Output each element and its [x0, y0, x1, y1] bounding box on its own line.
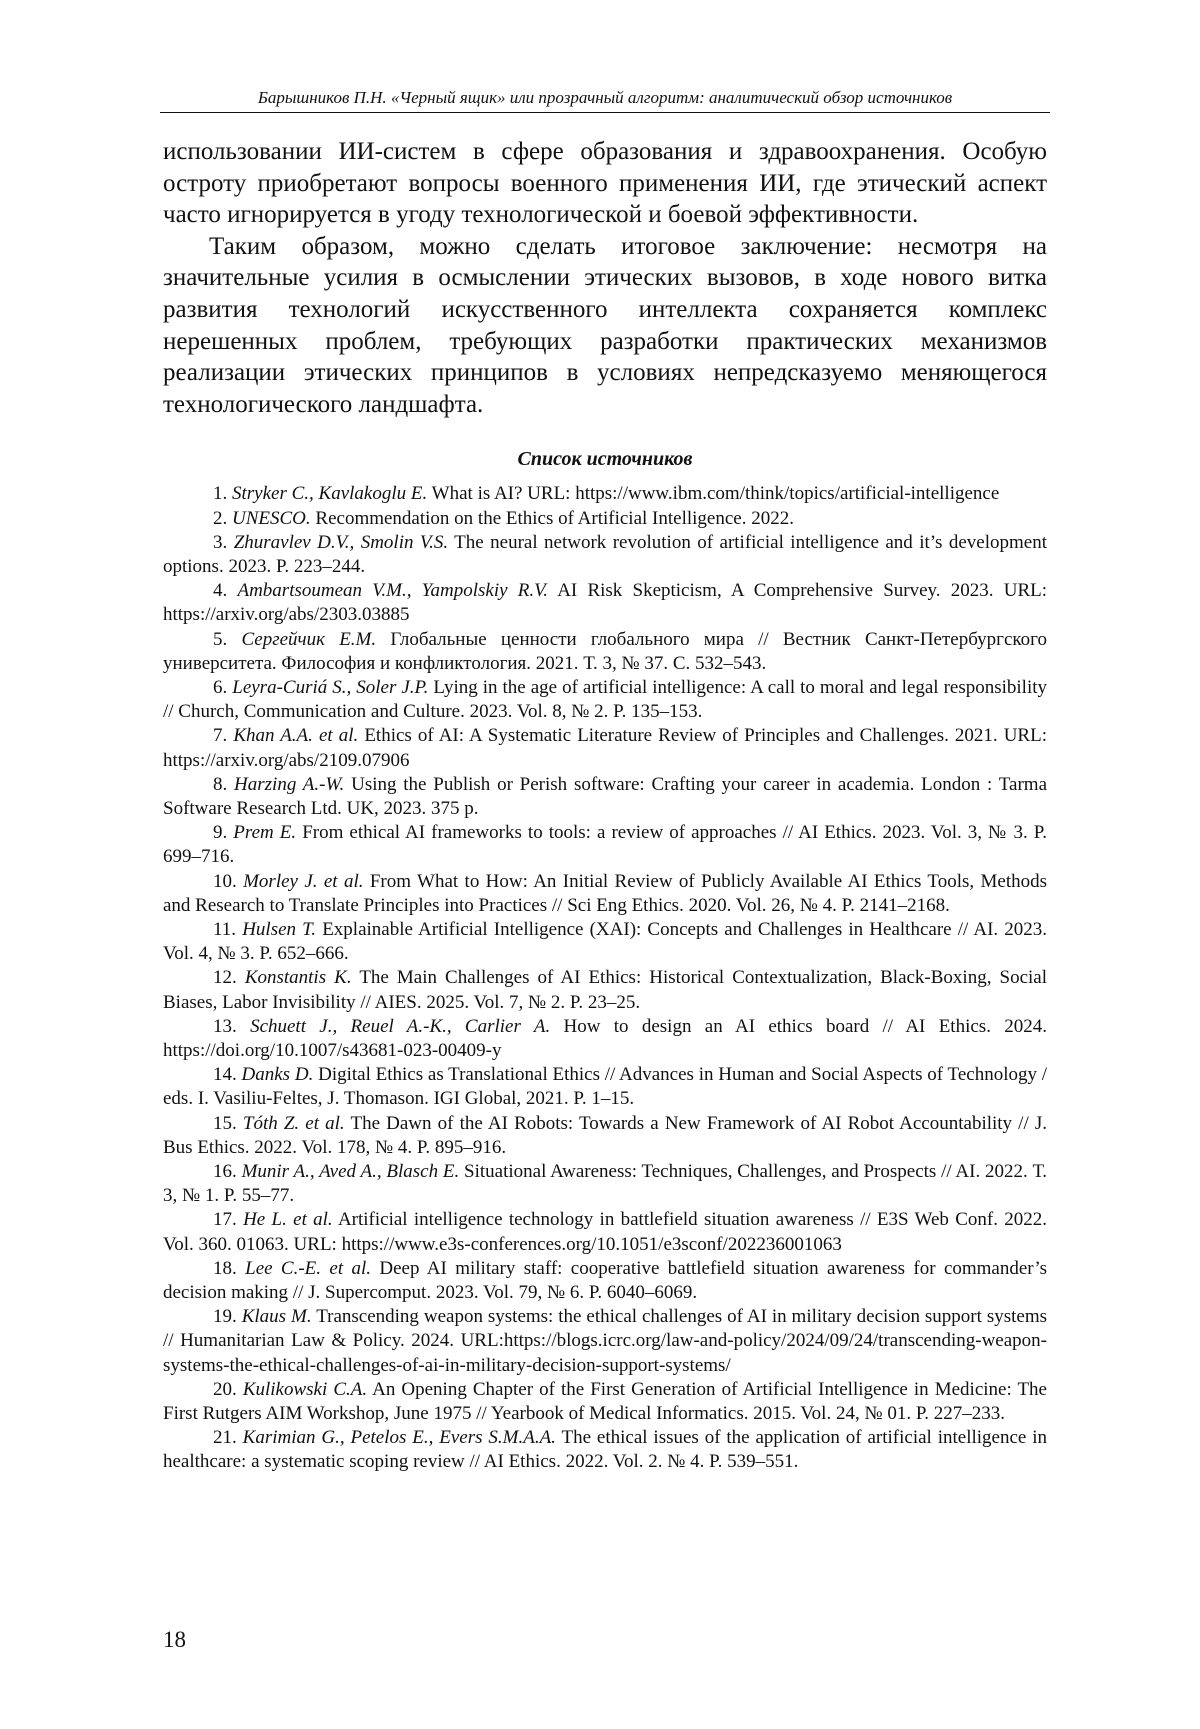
- reference-item: [163, 724, 1047, 772]
- reference-item: [163, 773, 1047, 821]
- reference-number: 1.: [213, 483, 228, 505]
- reference-authors: Konstantis K.: [244, 967, 352, 989]
- body-paragraph: Таким образом, можно сделать итоговое заключение: несмотря на значительные усилия в осмыслении этических вызовов, в ходе нового витка развития технологий искусственного интеллекта сохраняется комплекс нерешенных проблем, требующих разработки практических механизмов реализации этических принципов в условиях непредсказуемо меняющегося технологического ландшафта.: [163, 232, 1047, 418]
- reference-number: 15.: [213, 1112, 237, 1134]
- reference-authors: Morley J. et al.: [243, 870, 364, 892]
- reference-item: [163, 531, 1047, 579]
- reference-authors: Ambartsoumean V.M., Yampolskiy R.V.: [237, 580, 549, 602]
- reference-number: 5.: [213, 628, 228, 650]
- reference-authors: Kulikowski C.A.: [242, 1378, 368, 1400]
- reference-number: 2.: [213, 507, 228, 529]
- reference-item: [163, 870, 1047, 918]
- reference-item: [163, 1378, 1047, 1426]
- reference-authors: Danks D.: [241, 1064, 314, 1086]
- header-rule: [160, 112, 1050, 113]
- reference-authors: Karimian G., Petelos E., Evers S.M.A.A.: [242, 1427, 556, 1449]
- reference-number: 19.: [213, 1306, 237, 1328]
- reference-item: [163, 821, 1047, 869]
- reference-authors: Hulsen T.: [242, 919, 317, 940]
- reference-number: 17.: [213, 1209, 237, 1231]
- page-number: 18: [163, 1627, 186, 1652]
- reference-title: The ethical issues of the application of artificial intelligence in healthcare: a systematic scoping review // AI Ethics. 2022. Vol. 2. № 4. P. 539–551.: [163, 1427, 1047, 1473]
- reference-title: The Main Challenges of AI Ethics: Historical Contextualization, Black-Boxing, Social Biases, Labor Invisibility // AIES. 2025. Vol. 7, № 2. P. 23–25.: [163, 967, 1048, 1013]
- reference-title: Lying in the age of artificial intelligence: A call to moral and legal responsibility // Church, Communication and Culture. 2023. Vol. 8, № 2. P. 135–153.: [163, 676, 1048, 723]
- reference-authors: Khan A.A. et al.: [233, 725, 359, 747]
- reference-title: AI Risk Skepticism, A Comprehensive Survey. 2023. URL: https://arxiv.org/abs/2303.03885: [163, 580, 1047, 626]
- reference-title: Situational Awareness: Techniques, Challenges, and Prospects // AI. 2022. Т. 3, № 1. P. 55–77.: [163, 1161, 1048, 1207]
- reference-number: 8.: [213, 773, 228, 795]
- reference-number: 13.: [213, 1015, 237, 1037]
- reference-title: An Opening Chapter of the First Generation of Artificial Intelligence in Medicine: The First Rutgers AIM Workshop, June 1975 // Yearbook of Medical Informatics. 2015. Vol. 24, № 01. P. 227–233.: [163, 1378, 1047, 1425]
- reference-item: [163, 1257, 1047, 1305]
- reference-title: Ethics of AI: A Systematic Literature Review of Principles and Challenges. 2021. URL: https://arxiv.org/abs/2109.07906: [163, 725, 1047, 771]
- reference-item: [163, 918, 1047, 966]
- reference-number: 20.: [213, 1378, 237, 1400]
- body-paragraph: использовании ИИ-систем в сфере образования и здравоохранения. Особую остроту приобретают вопросы военного применения ИИ, где этический аспект часто игнорируется в угоду технологической и боевой эффективности.: [163, 138, 1047, 229]
- reference-item: [163, 1015, 1047, 1063]
- reference-authors: Leyra-Curiá S., Soler J.P.: [232, 676, 429, 698]
- reference-number: 6.: [213, 676, 228, 698]
- reference-title: The neural network revolution of artificial intelligence and it’s development options. 2023. P. 223–244.: [163, 531, 1047, 577]
- article-body: [163, 136, 1047, 1475]
- reference-title: Глобальные ценности глобального мира // Вестник Санкт-Петербургского университета. Философия и конфликтология. 2021. Т. 3, № 37. С. 532–543.: [163, 628, 1047, 674]
- reference-title: Artificial intelligence technology in battlefield situation awareness // E3S Web Conf. 2022. Vol. 360. 01063. URL: https://www.e3s-conferences.org/10.1051/e3sconf/202236001063: [163, 1209, 1048, 1255]
- reference-item: [163, 1112, 1047, 1160]
- running-head: Барышников П.Н. «Черный ящик» или прозрачный алгоритм: аналитический обзор источников: [257, 88, 953, 107]
- reference-item: [163, 507, 1047, 531]
- reference-number: 14.: [213, 1064, 237, 1086]
- reference-item: [163, 482, 1047, 506]
- reference-number: 3.: [213, 531, 228, 553]
- reference-authors: Schuett J., Reuel A.-K., Carlier A.: [250, 1015, 551, 1037]
- reference-number: 10.: [213, 870, 237, 892]
- reference-number: 21.: [213, 1427, 237, 1449]
- reference-authors: Prem E.: [233, 822, 297, 844]
- reference-number: 9.: [213, 822, 228, 844]
- reference-number: 7.: [213, 725, 228, 747]
- reference-number: 4.: [213, 580, 228, 602]
- reference-authors: He L. et al.: [243, 1209, 333, 1231]
- references-list: [163, 482, 1047, 1474]
- reference-authors: Сергейчик Е.М.: [241, 628, 377, 650]
- reference-number: 12.: [213, 967, 237, 989]
- reference-item: [163, 676, 1047, 724]
- reference-item: [163, 628, 1047, 676]
- reference-item: [163, 966, 1047, 1014]
- reference-title: How to design an AI ethics board // AI Ethics. 2024. https://doi.org/10.1007/s43681-023-00409-y: [163, 1015, 1047, 1062]
- reference-title: Transcending weapon systems: the ethical challenges of AI in military decision support systems // Humanitarian Law & Policy. 2024. URL:https://blogs.icrc.org/law-and-policy/2024/09/24/transcending-weapon-systems-the-ethical-challenges-of-ai-in-military-decision-support-systems/: [163, 1306, 1048, 1376]
- reference-item: [163, 1160, 1047, 1208]
- reference-item: [163, 1426, 1047, 1474]
- reference-authors: Tóth Z. et al.: [242, 1112, 345, 1134]
- reference-item: [163, 1305, 1047, 1378]
- reference-authors: Klaus M.: [241, 1306, 312, 1328]
- reference-authors: Munir A., Aved A., Blasch E.: [241, 1161, 460, 1183]
- reference-title: Deep AI military staff: cooperative battlefield situation awareness for commander’s decision making // J. Supercomput. 2023. Vol. 79, № 6. P. 6040–6069.: [163, 1257, 1048, 1304]
- reference-authors: Harzing A.-W.: [234, 773, 345, 795]
- reference-title: Explainable Artificial Intelligence (XAI): Concepts and Challenges in Healthcare // AI. 2023. Vol. 4, № 3. P. 652–666.: [163, 919, 1048, 965]
- reference-title: What is AI? URL: https://www.ibm.com/think/topics/artificial-intelligence: [431, 483, 1000, 505]
- reference-title: From What to How: An Initial Review of Publicly Available AI Ethics Tools, Methods and Research to Translate Principles into Practices // Sci Eng Ethics. 2020. Vol. 26, № 4. P. 2141–2168.: [163, 870, 1047, 916]
- reference-item: [163, 579, 1047, 627]
- reference-item: [163, 1063, 1047, 1111]
- reference-title: Using the Publish or Perish software: Crafting your career in academia. London : Tarma Software Research Ltd. UK, 2023. 375 p.: [163, 773, 1048, 819]
- reference-title: From ethical AI frameworks to tools: a review of approaches // AI Ethics. 2023. Vol. 3, № 3. P. 699–716.: [163, 822, 1048, 868]
- reference-title: The Dawn of the AI Robots: Towards a New Framework of AI Robot Accountability // J. Bus Ethics. 2022. Vol. 178, № 4. P. 895–916.: [163, 1112, 1048, 1158]
- reference-authors: Zhuravlev D.V., Smolin V.S.: [233, 531, 449, 553]
- reference-number: 18.: [213, 1257, 237, 1279]
- reference-authors: Lee C.-E. et al.: [245, 1257, 372, 1279]
- reference-authors: Stryker C., Kavlakoglu E.: [232, 483, 428, 505]
- reference-authors: UNESCO.: [232, 507, 311, 529]
- reference-number: 11.: [213, 919, 237, 940]
- reference-title: Digital Ethics as Translational Ethics // Advances in Human and Social Aspects of Technology / eds. I. Vasiliu-Feltes, J. Thomason. IGI Global, 2021. P. 1–15.: [163, 1064, 1048, 1110]
- reference-number: 16.: [213, 1161, 237, 1183]
- reference-title: Recommendation on the Ethics of Artificial Intelligence. 2022.: [315, 507, 794, 529]
- reference-item: [163, 1208, 1047, 1256]
- references-heading: Список источников: [517, 448, 693, 471]
